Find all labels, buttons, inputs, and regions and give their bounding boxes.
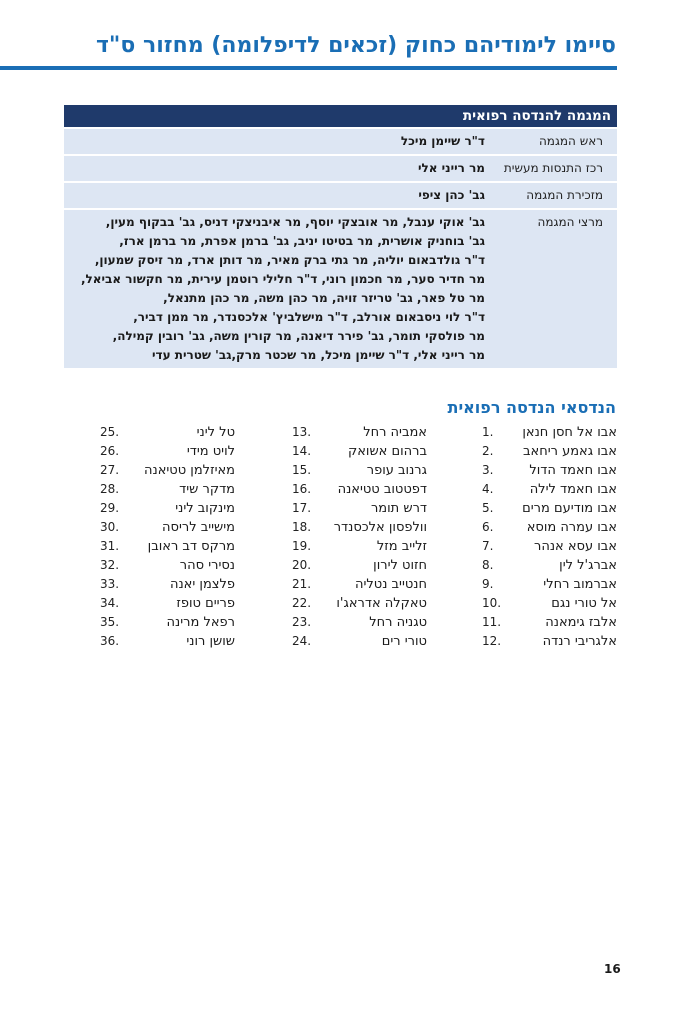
graduate-list-item [292,461,427,480]
graduate-list-item [100,480,235,499]
graduate-name: מרקס דב ראובן [147,539,235,554]
graduate-list-item [100,499,235,518]
staff-names-line: מר פולסקי תומר, גב' פירר דיאנה, מר קורין משה, גב' רובין קמילה, [112,329,485,343]
graduate-name: טגניה רחל [369,615,427,630]
staff-names-line: מר רייני אלי [417,161,485,175]
graduate-number: 21. [292,577,312,591]
graduate-number: 4. [482,482,494,496]
graduate-list-item [100,556,235,575]
graduate-number: 28. [100,482,120,496]
graduate-list-item [292,518,427,537]
graduate-list-item [482,442,617,461]
staff-names [64,155,491,182]
graduate-list-item [292,575,427,594]
graduate-name: מישייב לריסה [162,520,235,535]
graduate-name: אבו עסא אנהר [533,539,617,554]
graduate-list-item [292,594,427,613]
graduate-number: 9. [482,577,494,591]
graduate-name: אבו גאמע ריחאב [523,444,617,459]
graduate-number: 7. [482,539,494,553]
graduate-name: אברג'ל לין [559,558,617,573]
title-divider [0,66,617,70]
graduate-list-item [482,537,617,556]
graduate-number: 12. [482,634,502,648]
graduate-list-item [292,632,427,651]
graduate-number: 1. [482,425,494,439]
graduate-number: 17. [292,501,312,515]
graduate-number: 20. [292,558,312,572]
graduate-list-item [100,575,235,594]
graduate-list-item [482,632,617,651]
graduates-heading: הנדסאי הנדסה רפואית [447,398,616,417]
staff-names [64,209,491,368]
graduate-list-item [100,632,235,651]
graduate-name: פלצמן יאנה [169,577,235,592]
graduate-number: 6. [482,520,494,534]
graduates-column-1 [482,423,617,651]
graduate-name: טל ליני [196,425,235,440]
graduate-list-item [100,594,235,613]
graduate-number: 16. [292,482,312,496]
graduate-list-item [100,423,235,442]
graduate-list-item [482,556,617,575]
graduate-number: 11. [482,615,502,629]
graduate-list-item [292,556,427,575]
graduate-number: 13. [292,425,312,439]
graduate-list-item [482,480,617,499]
staff-names-line: מר טל פאר, גב' טריזר זויה, מר כהן משה, מר כהן מתנאל, [163,291,485,305]
staff-names [64,182,491,209]
graduate-list-item [482,461,617,480]
graduate-number: 34. [100,596,120,610]
graduate-name: דרש תומר [370,501,427,516]
graduate-list-item [100,442,235,461]
graduate-number: 35. [100,615,120,629]
graduate-list-item [482,499,617,518]
graduate-list-item [482,613,617,632]
graduate-list-item [292,423,427,442]
graduate-list-item [482,575,617,594]
staff-names-line: ד"ר שיימן מיכל [400,134,485,148]
graduate-number: 36. [100,634,120,648]
graduate-name: ברהום אשואק [347,444,427,459]
staff-names-line: גב' בוחניק אושרית, מר בטיטו יניב, גב' ברמן אפרת, מר ברמן ארז, [119,234,485,248]
graduate-name: חזוט לירון [373,558,427,573]
graduate-list-item [482,518,617,537]
graduate-number: 27. [100,463,120,477]
graduate-number: 31. [100,539,120,553]
graduate-name: זלייב מזל [376,539,427,554]
graduate-number: 14. [292,444,312,458]
staff-names-line: מר רייני אלי, ד"ר שיימן מיכל, מר שכטר מרק,גב' שטרית עדי [152,348,485,362]
graduate-list-item [292,442,427,461]
staff-row [64,128,617,155]
graduate-name: רפאל מרינה [166,615,235,630]
staff-names-line: גב' אוקי ענבל, מר אובצקי יוסף, מר איבניצקי דניס, גב' בבקוף מעין, [105,215,485,229]
graduate-name: אל טורי נגם [551,596,617,611]
graduate-number: 23. [292,615,312,629]
graduate-name: מאיזלמן טטיאנה [144,463,235,478]
graduate-number: 24. [292,634,312,648]
staff-table-body [64,128,617,368]
staff-role: מרצי המגמה [491,209,617,368]
graduate-name: אבו מודיעם מרים [522,501,617,516]
staff-names [64,128,491,155]
graduate-number: 8. [482,558,494,572]
graduate-name: אברמוב רחלי [543,577,617,592]
staff-role: מזכירת המגמה [491,182,617,209]
staff-row [64,209,617,368]
graduate-number: 25. [100,425,120,439]
graduate-name: אבו חאמד הדול [529,463,617,478]
staff-names-line: גב' כהן ציפי [418,188,485,202]
graduate-list-item [482,423,617,442]
staff-names-line: מר חדיר סער, מר חכמון רוני, ד"ר חלילי רוטמן עירית, מר חקשור אביאל, [80,272,485,286]
graduate-number: 32. [100,558,120,572]
graduate-number: 22. [292,596,312,610]
graduate-list-item [100,613,235,632]
page-number: 16 [604,962,621,976]
graduate-list-item [100,537,235,556]
graduate-name: נסירי סהר [179,558,235,573]
graduate-list-item [292,537,427,556]
graduate-number: 5. [482,501,494,515]
graduate-name: גרנוב עופר [366,463,427,478]
graduate-name: אמביה רחל [363,425,427,440]
graduate-name: לויט מידי [186,444,235,459]
graduate-name: מדקר שיד [179,482,235,497]
graduate-list-item [100,461,235,480]
staff-names-line: ד"ר גולדבאום יוליה, מר גתי ברק מאיר, מר דותן ארד, מר זיסק שמעון, [94,253,485,267]
graduate-number: 3. [482,463,494,477]
graduate-name: טורי רים [381,634,427,649]
graduate-number: 15. [292,463,312,477]
page-title: סיימו לימודיהם כחוק (זכאים לדיפלומה) מחזור ס"ד [95,33,616,58]
graduates-column-3 [100,423,235,651]
staff-row [64,182,617,209]
graduate-list-item [292,480,427,499]
graduate-name: חנטייב נטליה [354,577,427,592]
graduate-list-item [100,518,235,537]
graduate-number: 19. [292,539,312,553]
staff-role: רכז התנסות מעשית [491,155,617,182]
graduate-name: פריים טופז [176,596,235,611]
staff-table [64,105,617,368]
graduate-list-item [292,613,427,632]
graduate-name: מינקוב ליני [175,501,235,516]
graduate-name: וולפסון אלכסנדר [333,520,427,535]
graduate-name: אבו חאמד לילה [529,482,617,497]
graduate-number: 33. [100,577,120,591]
graduate-name: אבו אל חסן חנאן [522,425,617,440]
graduate-name: דפטטוב טטיאנה [337,482,427,497]
graduate-number: 10. [482,596,502,610]
graduate-number: 29. [100,501,120,515]
graduate-name: טאקלה אדראג'ו [336,596,427,611]
graduate-name: אלבז גימאנה [545,615,617,630]
graduate-name: שושן רוני [186,634,235,649]
graduate-number: 2. [482,444,494,458]
graduate-list-item [292,499,427,518]
graduate-number: 18. [292,520,312,534]
staff-row [64,155,617,182]
graduate-name: אלגריבי רנדה [542,634,617,649]
staff-table-heading: המגמה להנדסה רפואית [64,105,617,128]
graduate-number: 30. [100,520,120,534]
graduate-number: 26. [100,444,120,458]
staff-names-line: ד"ר לוי ניסבאום אורלב, ד"ר מישלביץ' אלכסנדר, מר ממן דביר, [133,310,485,324]
graduate-name: אבו עמרה מוסא [526,520,617,535]
staff-role: ראש המגמה [491,128,617,155]
graduate-list-item [482,594,617,613]
graduates-column-2 [292,423,427,651]
